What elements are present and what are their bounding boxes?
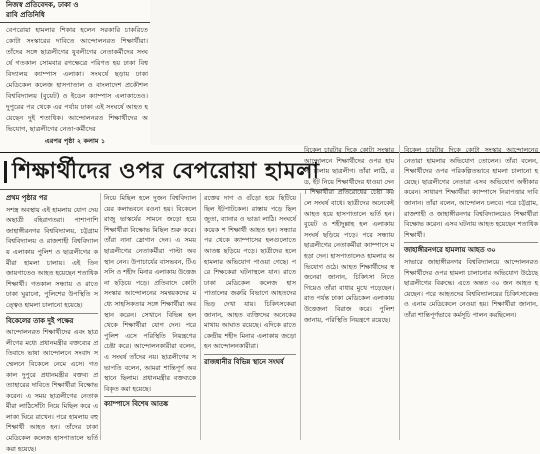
- column-3-subheading: রাজধানীর বিভিন্ন স্থানে সংঘর্ষ: [204, 354, 296, 368]
- column-5-subheading: জাহাঙ্গীরনগরে হামলায় আহত ৩০: [404, 242, 538, 256]
- column-divider: [300, 193, 301, 440]
- byline-line-1: নিজস্ব প্রতিবেদক, ঢাকা ও: [6, 1, 79, 9]
- photo-area: [150, 0, 540, 145]
- article-column-2: [104, 193, 196, 440]
- column-4-text: বিকেল চারটার দিকে কোটা সংস্কার আন্দোলনে শিক্ষার্থীদের ওপর হামলা চালায় ছাত্রলীগ। তাঁরা লাঠি, রড, ইট নিয়ে শিক্ষার্থীদের ধাওয়া দেন। শিক্ষার্থীরা প্রতিরোধের চেষ্টা করলে সংঘর্ষ বাধে। ছাত্রীদের অনেকেই আহত হয়ে হাসপাতালে ভর্তি হন। বুয়েট ও শহীদুল্লাহ হল এলাকায় সংঘর্ষ ছড়িয়ে পড়ে। পরে সন্ধ্যায় ছাত্রলীগের নেতাকর্মীরা ক্যাম্পাসে মহড়া দেন। হাসপাতালেও হামলার অভিযোগ ওঠে। আহত শিক্ষার্থীদের স্বজনেরা জানান, চিকিৎসা নিতে গিয়েও তাঁরা বাধার মুখে পড়েছেন। রাত পর্যন্ত ঢাকা মেডিকেল এলাকায় উত্তেজনা বিরাজ করে। পুলিশ জানায়, পরিস্থিতি নিয়ন্ত্রণে রয়েছে।: [304, 146, 394, 324]
- column-1-text: সশস্ত্র অবস্থায় এই হামলায় যোগ দেয় অছাত্রী বহিরাগতরা। পাশাপাশি জাহাঙ্গীরনগর বিশ্ববিদ্যালয়, চট্টগ্রাম বিশ্ববিদ্যালয় ও রাজশাহী বিশ্ববিদ্যালয় এলাকায় পুলিশ ও ছাত্রলীগের কর্মীরা হামলা চালায়। এই তিন জায়গাতেও আহত হয়েছেন শতাধিক শিক্ষার্থী। গতকাল সন্ধ্যায় ও রাতে ঢাকা ঘুরানো, পুলিশের উপস্থিতি সত্ত্বেও হামলা চালানো হয়েছে।: [6, 205, 98, 309]
- headline-accent-bar: [4, 161, 7, 183]
- top-story-block: [0, 0, 150, 150]
- article-column-4: [304, 145, 394, 440]
- article-column-3: [204, 193, 296, 440]
- article-column-1: [6, 193, 98, 453]
- byline-divider: [0, 22, 150, 23]
- top-story-body: বেপরোয়া হামলার শিকার হলেন সরকারি চাকরিতে কোটা সংস্কারের দাবিতে আন্দোলনরত শিক্ষার্থীরা। তাঁদের সঙ্গে ছাত্রলীগের যুবলীগের নেতাকর্মীদের সংঘর্ষে গতকাল সোমবার রণক্ষেত্রে পরিণত হয় ঢাকা বিশ্ববিদ্যালয় ক্যাম্পাস এলাকা। সংঘর্ষে ছড়ায় ঢাকা মেডিকেল কলেজ হাসপাতাল ও বাংলাদেশ প্রকৌশল বিশ্ববিদ্যালয় (বুয়েট) ও ইডেন ক্যাম্পাস এলাকাতেও। দুপুরের পর থেকে এর পর্যায় ঢাকা এই সংঘর্ষে আহত হয়েছেন দুই শতাধিক। আন্দোলনরত শিক্ষার্থীদের অভিযোগ, ছাত্রলীগের নেতা-কর্মীদের: [6, 26, 148, 133]
- byline-line-2: রাবি প্রতিনিধি: [6, 11, 45, 19]
- continuation-note: এরপর পৃষ্ঠা ২ কলাম ১: [44, 137, 106, 145]
- main-headline: শিক্ষার্থীদের ওপর বেপরোয়া হামলা: [12, 159, 320, 184]
- column-divider: [100, 193, 101, 440]
- article-column-5: [404, 145, 540, 440]
- column-3-text: রক্তের দাগ ও গুঁড়ো হয়ে ছিটিয়ে ছিল ইটপাটকেল। রাস্তায় পড়ে ছিল জুতা, ব্যানার ও ভাঙা লাঠি। সংঘর্ষে কয়েক শ শিক্ষার্থী আহত হন। সন্ধ্যার পর থেকে ক্যাম্পাসের হলগুলোতে আতঙ্ক ছড়িয়ে পড়ে। ছাত্রীদের হলে হামলার অভিযোগ পাওয়া গেছে। পরে শিক্ষকেরা ঘটনাস্থলে যান। রাতে ঢাকা মেডিকেল কলেজ হাসপাতালের জরুরি বিভাগে আহতদের ভিড় দেখা যায়। চিকিৎসকেরা জানান, আহত ব্যক্তিদের অনেকের মাথায় আঘাত রয়েছে। এদিকে রাতে কেন্দ্রীয় শহীদ মিনার এলাকায় জড়ো হন আন্দোলনকারীরা।: [204, 194, 296, 351]
- column-1-subheading: বিকেলের তাক দুই পক্ষের: [6, 313, 98, 327]
- column-divider: [399, 145, 400, 440]
- column-2-subheading: ক্যাম্পাসে বিশেষ আতঙ্ক: [104, 396, 196, 410]
- column-divider: [200, 193, 201, 440]
- column-1-heading: প্রথম পৃষ্ঠার পর: [6, 194, 48, 202]
- column-5-text: বিকেল চারটার দিকে কোটা সংস্কার আন্দোলনের নেতারা হামলার অভিযোগ তোলেন। তাঁরা বলেন, শিক্ষার্থীদের ওপর পরিকল্পিতভাবে হামলা চালানো হয়েছে। ছাত্রলীগের নেতারা এসব অভিযোগ অস্বীকার করেন। সাধারণ শিক্ষার্থীরা ক্যাম্পাসে নিরাপত্তার দাবি জানান। তাঁরা বলেন, আন্দোলন চলবে। পরে চট্টগ্রাম, রাজশাহী ও জাহাঙ্গীরনগর বিশ্ববিদ্যালয়েও শিক্ষার্থীরা বিক্ষোভ করেন। এসব ঘটনায় আহত হয়েছেন শতাধিক শিক্ষার্থী।: [404, 146, 538, 239]
- column-1-subtext: আন্দোলনরত শিক্ষার্থীদের এবং ছাত্রলীগের মধ্যে প্রধানমন্ত্রীর বক্তব্যের প্রতিবাদে ভাষা আন্দোলনে সংবাদ সম্মেলনে বিকেলে নেমে এসে। গতকাল দুপুরে প্রধানমন্ত্রীর বক্তব্য প্রত্যাহারের দাবিতে শিক্ষার্থীরা বিক্ষোভ করেন। এ সময় ছাত্রলীগের নেতাকর্মীরা লাঠিসোঁটা নিয়ে মিছিল করে এলাকা ঘিরে রাখেন। পরে হামলায় বহু শিক্ষার্থী আহত হন। তাঁদের ঢাকা মেডিকেল কলেজ হাসপাতালে ভর্তি করা হয়েছে।: [6, 328, 98, 453]
- column-2-text: নিয়ে মিছিল হলে দুজন বিশ্ববিদ্যালয়ের কলাভবনে রওনা হয়। বিকেলে রাজু ভাস্কর্যের সামনে জড়ো হয়ে শিক্ষার্থীরা বিক্ষোভ মিছিল শুরু করে। তাঁরা নানা স্লোগান দেন। এ সময় ছাত্রলীগের নেতাকর্মীরা পাল্টা অবস্থান নেন। উপাচার্যের বাসভবন, টিএসসি ও শহীদ মিনার এলাকায় উত্তেজনা ছড়িয়ে পড়ে। প্রতিবাদে কোটা সংস্কার আন্দোলনের সমন্বয়কদের মধ্যে সাহসিকতার সঙ্গে শিক্ষার্থীরা অবস্থান করেন। সেখানে বিভিন্ন হল থেকে শিক্ষার্থীরা যোগ দেন। পরে পুলিশ এসে পরিস্থিতি নিয়ন্ত্রণের চেষ্টা করে। আন্দোলনকারীরা বলেন, এ সংঘর্ষ তাঁদের নয়। ছাত্রলীগের সভাপতি বলেন, আমরা শান্তিপূর্ণ অবস্থানে ছিলাম। প্রধানমন্ত্রীর বক্তব্যকে বিকৃত করা হয়েছে।: [104, 194, 196, 393]
- column-5-subtext: সাভারে জাহাঙ্গীরনগর বিশ্ববিদ্যালয়ে আন্দোলনরত শিক্ষার্থীদের ওপর হামলা চালানোর অভিযোগ উঠেছে ছাত্রলীগের বিরুদ্ধে। এতে অন্তত ৩০ জন আহত হয়েছেন। পরে আহতদের বিশ্ববিদ্যালয়ের চিকিৎসাকেন্দ্র ও এনাম মেডিকেলে নেওয়া হয়। শিক্ষার্থীরা জানান, তাঁরা শান্তিপূর্ণভাবে কর্মসূচি পালন করছিলেন।: [404, 257, 538, 319]
